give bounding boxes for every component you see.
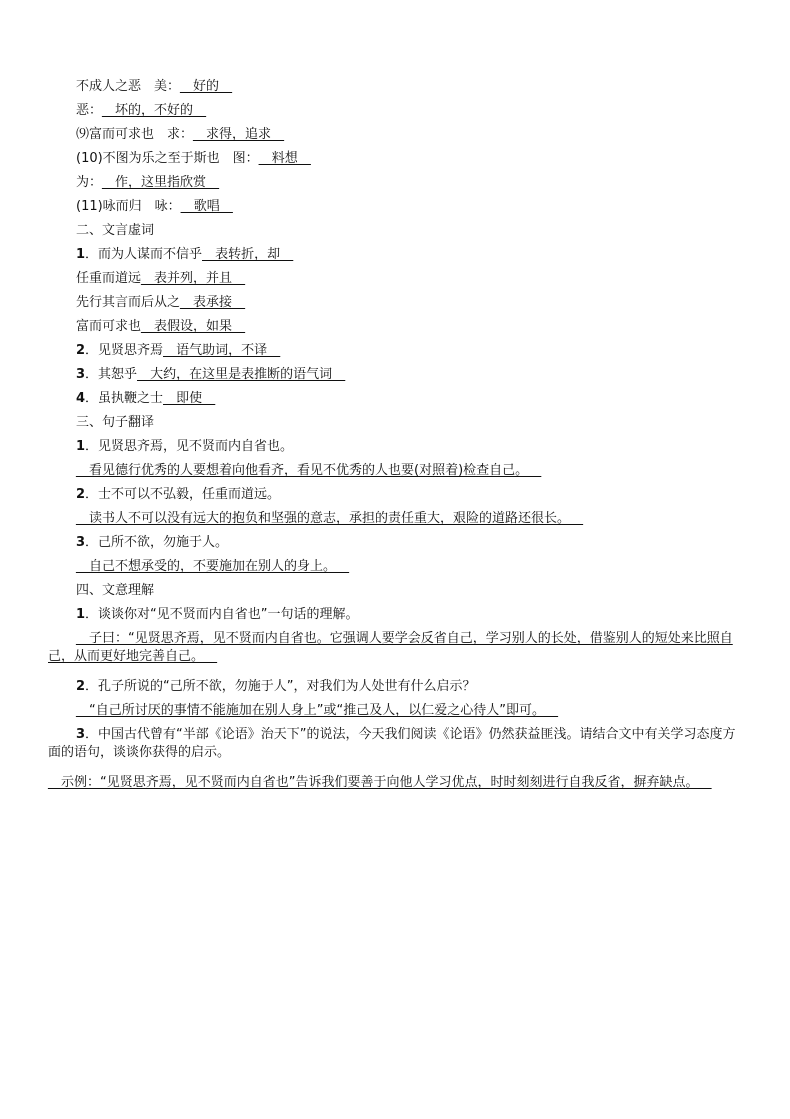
section-heading: 四、文意理解: [76, 583, 155, 598]
answer-paragraph: __示例：“见贤思齐焉，见不贤而内自省也”告诉我们要善于向他人学习优点，时时刻刻进行自我反省，摒弃缺点。__: [48, 775, 712, 790]
function-word-line: 2．见贤思齐焉__语气助词，不译__: [76, 343, 281, 358]
question-line: 1．见贤思齐焉，见不贤而内自省也。: [76, 439, 294, 454]
function-word-line: 4．虽执鞭之士__即使__: [76, 391, 216, 406]
function-word-line: 1．而为人谋而不信乎__表转折，却__: [76, 247, 294, 262]
function-word-line: 先行其言而后从之__表承接__: [76, 295, 246, 310]
answer-line: __看见德行优秀的人要想着向他看齐，看见不优秀的人也要(对照着)检查自己。__: [76, 463, 542, 478]
question-line: 2．士不可以不弘毅，任重而道远。: [76, 487, 281, 502]
vocab-line: ⑼富而可求也 求：__求得，追求__: [76, 127, 285, 142]
function-word-line: 3．其恕乎__大约，在这里是表推断的语气词__: [76, 367, 346, 382]
function-word-line: 任重而道远__表并列，并且__: [76, 271, 246, 286]
section-heading: 二、文言虚词: [76, 223, 155, 238]
question-paragraph: 3．中国古代曾有“半部《论语》治天下”的说法，今天我们阅读《论语》仍然获益匪浅。请结合文中有关学习态度方面的语句，谈谈你获得的启示。: [48, 727, 736, 760]
vocab-line: 恶：__坏的，不好的__: [76, 103, 207, 118]
question-line: 3．己所不欲，勿施于人。: [76, 535, 229, 550]
function-word-line: 富而可求也__表假设，如果__: [76, 319, 246, 334]
vocab-line: (11)咏而归 咏：__歌唱__: [76, 199, 233, 214]
vocab-line: (10)不图为乐之至于斯也 图：__料想__: [76, 151, 311, 166]
question-line: 2．孔子所说的“己所不欲，勿施于人”，对我们为人处世有什么启示？: [76, 679, 476, 694]
section-heading: 三、句子翻译: [76, 415, 155, 430]
answer-paragraph: __子曰：“见贤思齐焉，见不贤而内自省也。它强调人要学会反省自己，学习别人的长处，借鉴别人的短处来比照自己，从而更好地完善自己。__: [48, 631, 733, 664]
answer-line: __自己不想承受的，不要施加在别人的身上。__: [76, 559, 350, 574]
vocab-line: 为：__作，这里指欣赏__: [76, 175, 220, 190]
question-line: 1．谈谈你对“见不贤而内自省也”一句话的理解。: [76, 607, 359, 622]
answer-line: __读书人不可以没有远大的抱负和坚强的意志，承担的责任重大，艰险的道路还很长。__: [76, 511, 584, 526]
answer-line: __“自己所讨厌的事情不能施加在别人身上”或“推己及人，以仁爱之心待人”即可。__: [76, 703, 558, 718]
vocab-line: 不成人之恶 美：__好的__: [76, 79, 233, 94]
